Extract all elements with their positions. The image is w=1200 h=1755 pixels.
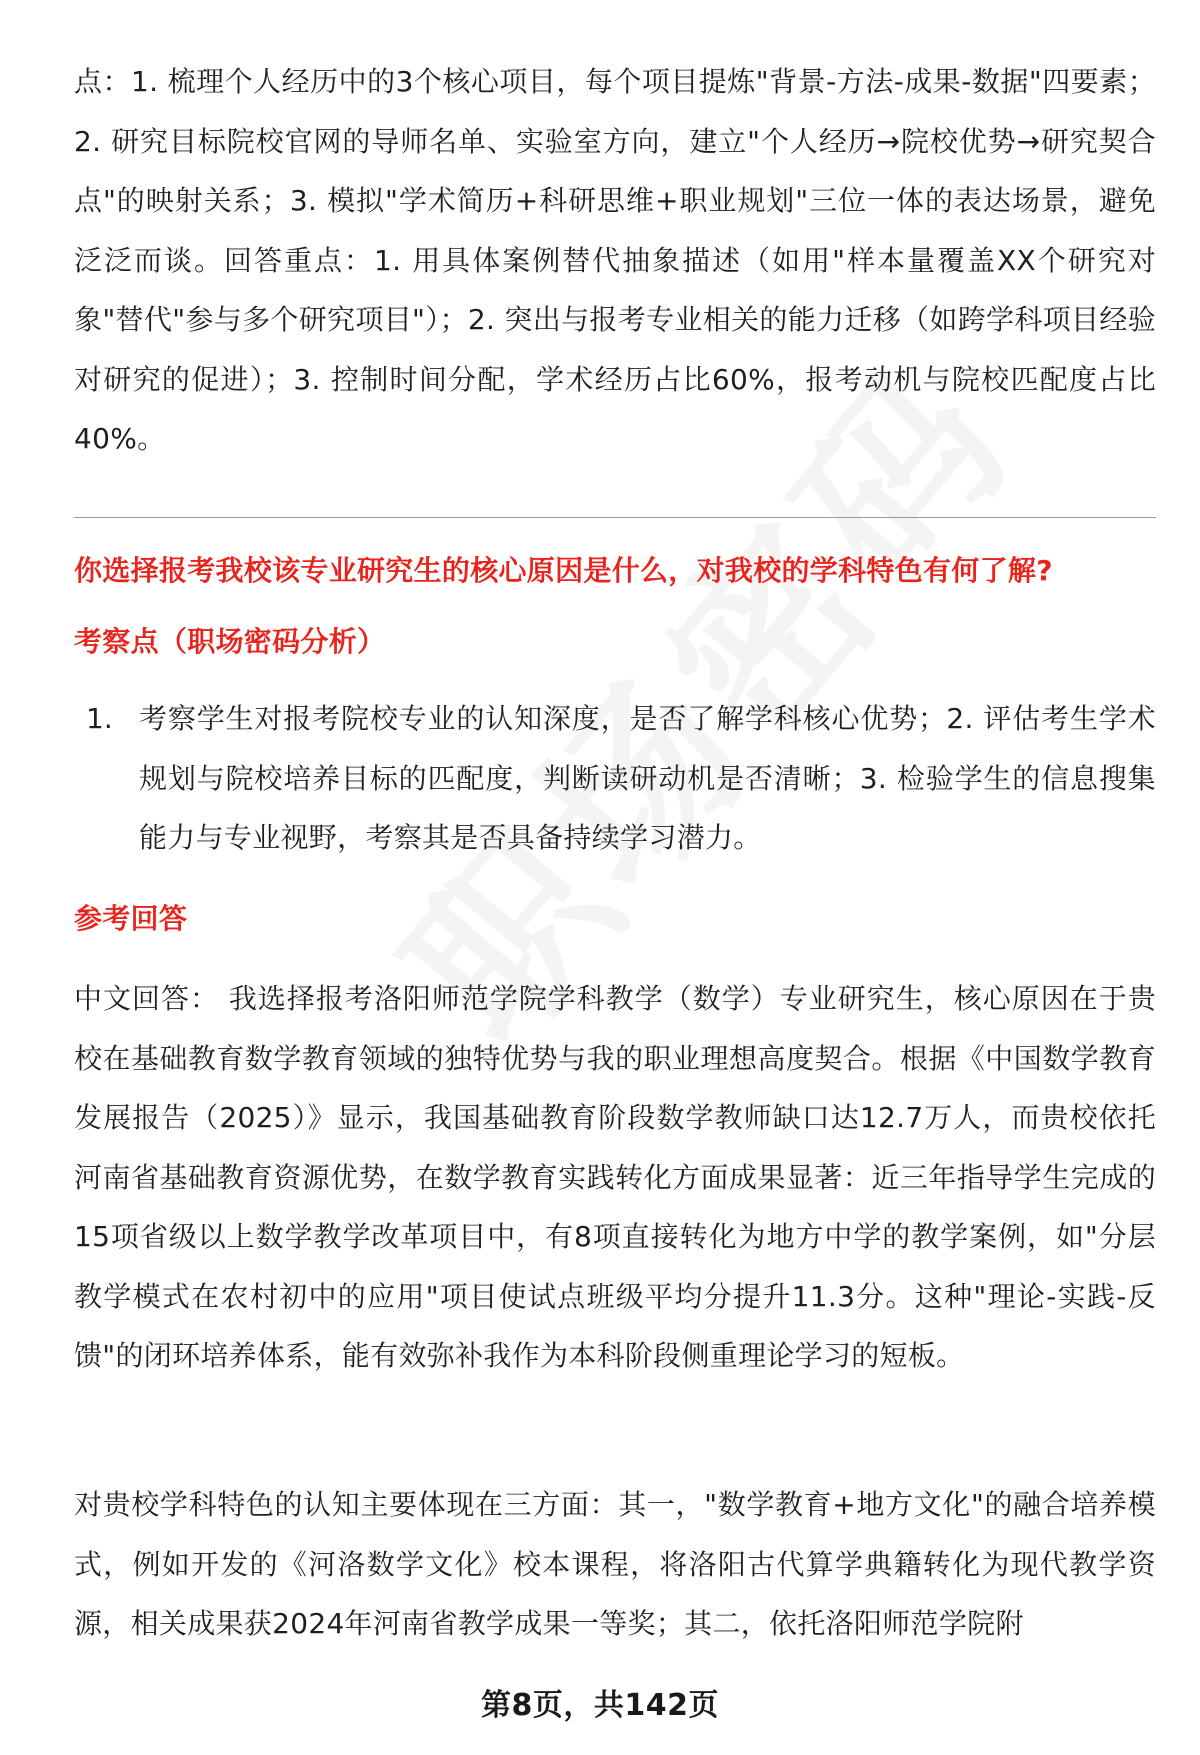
answer-paragraph-2: 对贵校学科特色的认知主要体现在三方面：其一，"数学教育+地方文化"的融合培养模式，例如开发的《河洛数学文化》校本课程，将洛阳古代算学典籍转化为现代教学资源，相关成果获2024年河南省教学成果一等奖；其二，依托洛阳师范学院附 (74, 1488, 1156, 1640)
list-item (74, 689, 1156, 868)
intro-paragraph: 点：1. 梳理个人经历中的3个核心项目，每个项目提炼"背景-方法-成果-数据"四要素；2. 研究目标院校官网的导师名单、实验室方向，建立"个人经历→院校优势→研究契合点"的映射关系；3. 模拟"学术简历+科研思维+职业规划"三位一体的表达场景，避免泛泛而谈。回答重点：1. 用具体案例替代抽象描述（如用"样本量覆盖XX个研究对象"替代"参与多个研究项目"）；2. 突出与报考专业相关的能力迁移（如跨学科项目经验对研究的促进）；3. 控制时间分配，学术经历占比60%，报考动机与院校匹配度占比40%。 (74, 65, 1156, 455)
exam-points-list (74, 689, 1156, 868)
section-divider (74, 517, 1156, 518)
list-item-text: 考察学生对报考院校专业的认知深度，是否了解学科核心优势；2. 评估考生学术规划与院校培养目标的匹配度，判断读研动机是否清晰；3. 检验学生的信息搜集能力与专业视野，考察其是否具备持续学习潜力。 (139, 702, 1156, 854)
question-heading: 你选择报考我校该专业研究生的核心原因是什么，对我校的学科特色有何了解? (74, 554, 1053, 587)
exam-points-heading: 考察点（职场密码分析） (74, 625, 386, 658)
answer-heading: 参考回答 (74, 902, 188, 935)
list-item-number: 1. (86, 702, 113, 735)
page-number-footer: 第8页，共142页 (481, 1688, 719, 1723)
answer-paragraph-1: 中文回答： 我选择报考洛阳师范学院学科教学（数学）专业研究生，核心原因在于贵校在基础教育数学教育领域的独特优势与我的职业理想高度契合。根据《中国数学教育发展报告（2025）》显示，我国基础教育阶段数学教师缺口达12.7万人，而贵校依托河南省基础教育资源优势，在数学教育实践转化方面成果显著：近三年指导学生完成的15项省级以上数学教学改革项目中，有8项直接转化为地方中学的教学案例，如"分层教学模式在农村初中的应用"项目使试点班级平均分提升11.3分。这种"理论-实践-反馈"的闭环培养体系，能有效弥补我作为本科阶段侧重理论学习的短板。 (74, 982, 1156, 1372)
